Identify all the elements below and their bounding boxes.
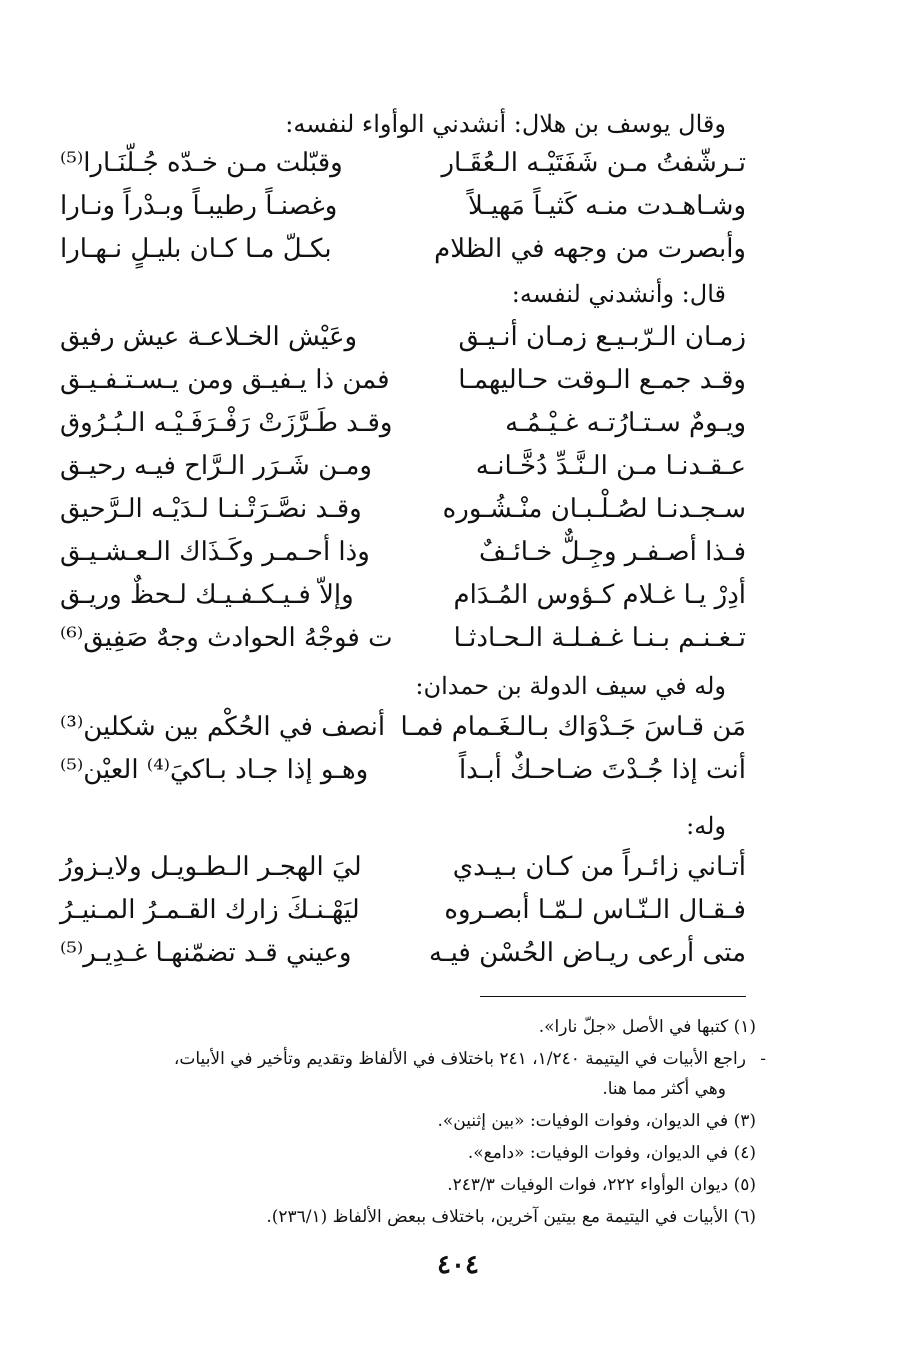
intro-wa-lahu: وله: [686, 812, 726, 840]
hemistich-second: وغصنـاً رطيبـاً وبـدْراً ونـارا [60, 191, 338, 221]
poem1-verse-3 [60, 224, 746, 274]
hemistich-second: بكـلّ مـا كـان بليـلٍ نـهـارا [60, 234, 332, 264]
footnote-5: (٥) ديوان الوأواء ٢٢٢، فوات الوفيات ٢٤٣/٣. [447, 1175, 756, 1195]
hemistich-second: ت فوجْهُ الحوادث وجهٌ صَفِيق⁽⁶⁾ [60, 623, 393, 653]
hemistich-second: وهـو إذا جـاد بـاكيَ⁽⁴⁾ العيْن⁽⁵⁾ [60, 755, 369, 785]
hemistich-first: وشـاهـدت منـه كَثيـاً مَهيـلاً [468, 191, 746, 221]
hemistich-second: وذا أحـمـر وكَـذَاك الـعـشـيـق [60, 537, 370, 567]
hemistich-first: تـغـنـم بـنـا غـفـلـة الـحـادثـا [453, 623, 746, 653]
footnote-separator [480, 996, 746, 997]
hemistich-second: وقـد نصَّـرَتْـنـا لـدَيْـه الـرَّحيق [60, 494, 362, 524]
hemistich-first: فـقـال الـنّـاس لـمّـا أبصـروه [444, 895, 746, 925]
hemistich-first: عـقـدنـا مـن الـنَّـدِّ دُخَّـانـه [475, 451, 746, 481]
hemistich-first: فـذا أصـفـر وجِـلٌّ خـائـفٌ [478, 537, 746, 567]
hemistich-first: وقـد جمـع الـوقت حـاليهمـا [458, 365, 746, 395]
hemistich-first: زمـان الـرّبـيـع زمـان أنـيـق [458, 322, 746, 352]
footnote-1: (١) كتبها في الأصل «جلّ نارا». [538, 1017, 756, 1037]
hemistich-second: ليَهْـنـكَ زارك القـمـرُ المـنيـرُ [60, 895, 360, 925]
hemistich-second: وعيني قـد تضمّنهـا غـدِيـر⁽⁵⁾ [60, 938, 352, 968]
footnote-2-continued: وهي أكثر مما هنا. [602, 1079, 726, 1099]
hemistich-first: سـجـدنـا لصُـلْـبـان منْـشُـوره [442, 494, 746, 524]
footnote-dash-mark: - [760, 1049, 766, 1069]
hemistich-first: أتـاني زائـراً من كـان بـيـدي [452, 852, 746, 882]
poem2-verse-8 [60, 613, 746, 663]
hemistich-second: وقـد طَـرَّزَتْ رَفْـرَفَـيْـه الـبُـرُوق [60, 408, 393, 438]
hemistich-second: وعَيْش الخـلاعـة عيش رفيق [60, 322, 358, 352]
poem4-verse-3 [60, 928, 746, 978]
footnote-3: (٣) في الديوان، وفوات الوفيات: «بين إثنين». [437, 1111, 756, 1131]
intro-yusuf-bin-hilal: وقال يوسف بن هلال: أنشدني الوأواء لنفسه: [285, 110, 726, 138]
hemistich-first: أنت إذا جُـدْتَ ضـاحـكٌ أبـداً [458, 755, 746, 785]
hemistich-first: ويـومٌ سـتـارُتـه غـيْـمُـه [505, 408, 746, 438]
footnote-4: (٤) في الديوان، وفوات الوفيات: «دامع». [467, 1143, 756, 1163]
hemistich-first: تـرشّفتُ مـن شَفَتَيْـه الـعُقَـار [441, 148, 746, 178]
hemistich-second: ليَ الهجـر الـطـويـل ولايـزورُ [60, 852, 362, 882]
footnote-6: (٦) الأبيات في اليتيمة مع بيتين آخرين، باختلاف ببعض الألفاظ (٢٣٦/١). [266, 1207, 756, 1227]
intro-qal-anshadani: قال: وأنشدني لنفسه: [511, 280, 726, 308]
hemistich-first: وأبصرت من وجهه في الظلام [434, 234, 746, 264]
hemistich-second: وقبّلت مـن خـدّه جُـلّنَـارا⁽⁵⁾ [60, 148, 343, 178]
hemistich-first: أدِرْ يـا غـلام كـؤوس المُـدَام [453, 580, 746, 610]
footnote-2: راجع الأبيات في اليتيمة ١/٢٤٠، ٢٤١ باختلاف في الألفاظ وتقديم وتأخير في الأبيات، [173, 1049, 746, 1069]
page-number: ٤٠٤ [437, 1250, 479, 1280]
hemistich-second: ومـن شَـرَر الـرَّاح فيـه رحيـق [60, 451, 372, 481]
hemistich-second: فمن ذا يـفيـق ومن يـسـتـفـيـق [60, 365, 390, 395]
poem3-verse-2 [60, 745, 746, 795]
hemistich-first: مَن قـاسَ جَـدْوَاك بـالـغَـمام فمـا [400, 712, 746, 742]
hemistich-second: أنصف في الحُكْم بين شكلين⁽³⁾ [60, 712, 386, 742]
hemistich-first: متى أرعى ريـاض الحُسْن فيـه [429, 938, 746, 968]
hemistich-second: وإلاّ فـيـكـفـيـك لـحظٌ وريـق [60, 580, 354, 610]
intro-sayf-al-dawla: وله في سيف الدولة بن حمدان: [415, 672, 726, 700]
